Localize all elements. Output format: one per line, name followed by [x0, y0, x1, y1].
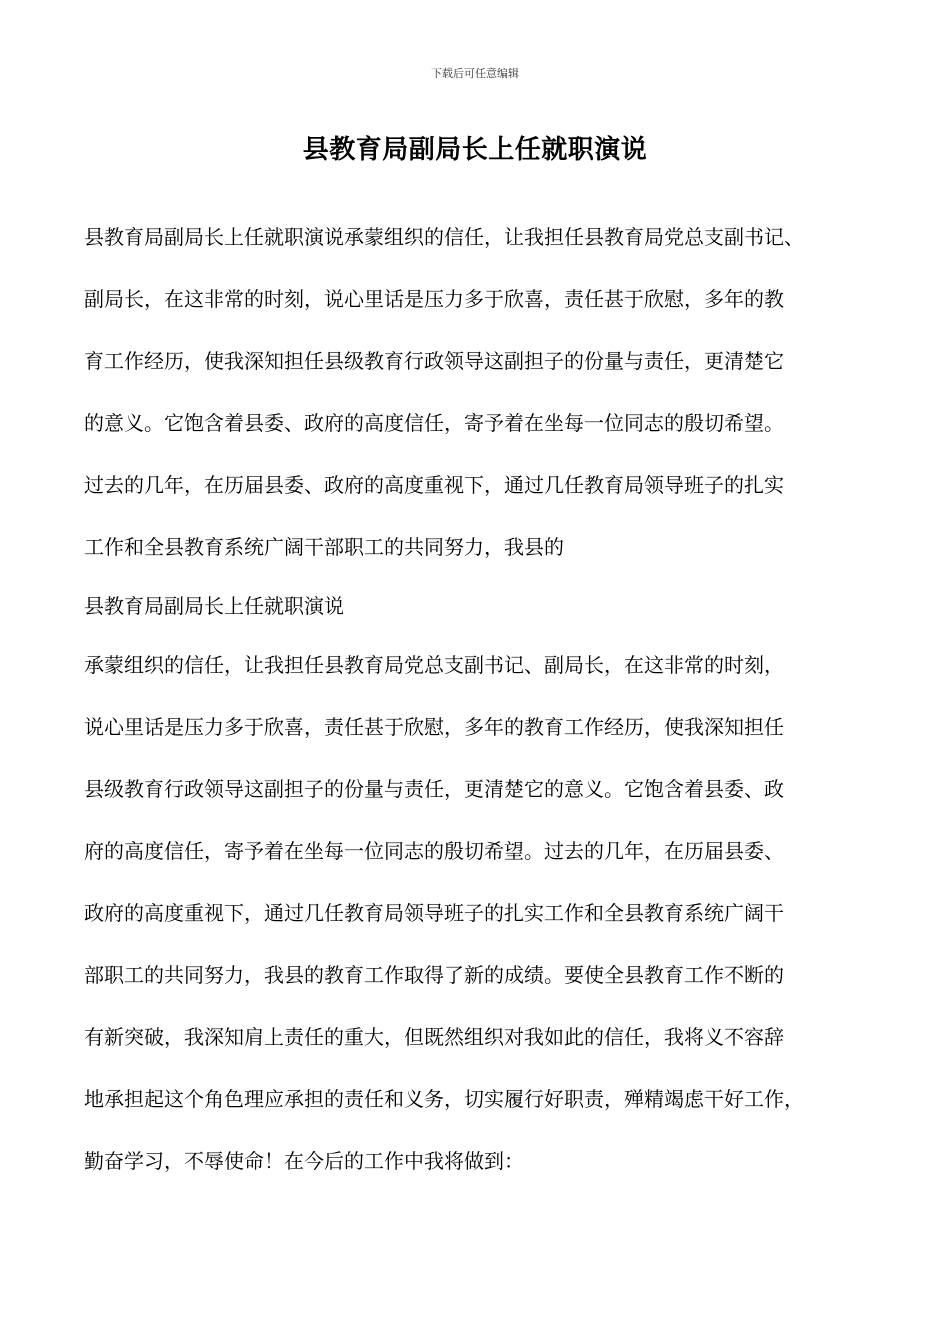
- header-note: 下载后可任意编辑: [431, 67, 519, 80]
- body-line: 说心里话是压力多于欣喜，责任甚于欣慰，多年的教育工作经历，使我深知担任: [84, 715, 784, 739]
- body-line: 有新突破，我深知肩上责任的重大，但既然组织对我如此的信任，我将义不容辞: [84, 1025, 784, 1049]
- body-line: 部职工的共同努力，我县的教育工作取得了新的成绩。要使全县教育工作不断的: [84, 963, 784, 987]
- body-line: 承蒙组织的信任，让我担任县教育局党总支副书记、副局长，在这非常的时刻，: [84, 653, 784, 677]
- body-line: 政府的高度重视下，通过几任教育局领导班子的扎实工作和全县教育系统广阔干: [84, 901, 784, 925]
- intro-line: 育工作经历，使我深知担任县级教育行政领导这副担子的份量与责任，更清楚它: [84, 349, 784, 373]
- body-line: 县级教育行政领导这副担子的份量与责任，更清楚它的意义。它饱含着县委、政: [84, 777, 784, 801]
- body-line: 地承担起这个角色理应承担的责任和义务，切实履行好职责，殚精竭虑干好工作，: [84, 1087, 804, 1111]
- intro-line: 副局长，在这非常的时刻，说心里话是压力多于欣喜，责任甚于欣慰，多年的教: [84, 287, 784, 311]
- intro-line: 的意义。它饱含着县委、政府的高度信任，寄予着在坐每一位同志的殷切希望。: [84, 411, 784, 435]
- intro-line: 过去的几年，在历届县委、政府的高度重视下，通过几任教育局领导班子的扎实: [84, 473, 784, 497]
- body-line: 勤奋学习，不辱使命！在今后的工作中我将做到：: [84, 1149, 524, 1173]
- intro-line: 县教育局副局长上任就职演说承蒙组织的信任，让我担任县教育局党总支副书记、: [84, 225, 804, 249]
- body-line: 府的高度信任，寄予着在坐每一位同志的殷切希望。过去的几年，在历届县委、: [84, 839, 784, 863]
- section-heading: 县教育局副局长上任就职演说: [84, 594, 344, 618]
- intro-line: 工作和全县教育系统广阔干部职工的共同努力，我县的: [84, 535, 564, 559]
- document-title: 县教育局副局长上任就职演说: [302, 135, 648, 165]
